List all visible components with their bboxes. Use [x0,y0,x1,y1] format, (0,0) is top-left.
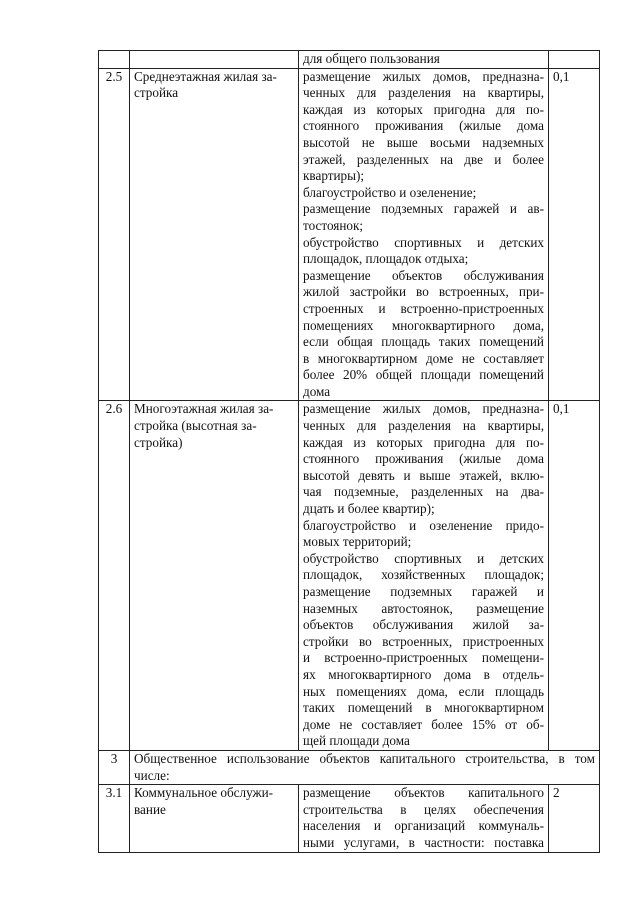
description-line: стройки во встроенных, пристроенных [303,633,544,649]
table-row-continuation [99,51,600,69]
cell-value: 2 [549,785,600,852]
description-line: населения и организаций коммуналь- [303,818,544,834]
cell-name [130,68,299,401]
description-line: стоянного проживания (жилые дома [303,451,544,467]
cell-description [299,785,549,852]
name-line: Среднеэтажная жилая за- [134,68,277,84]
cell-section-title [130,750,600,784]
description-line: щей площади дома [303,733,410,749]
description-line: строительства в целях обеспечения [303,801,544,817]
description-line: более 20% общей площади помещений [303,367,544,383]
section-line: числе: [134,767,170,783]
description-line: в многоквартирном доме не составляет [303,350,544,366]
description-line: наземных автостоянок, размещение [303,600,544,616]
description-line: размещение жилых домов, предназна- [303,68,544,84]
land-use-table [98,50,600,853]
name-line: Многоэтажная жилая за- [134,401,274,417]
description-line: обустройство спортивных и детских [303,550,544,566]
description-line: размещение жилых домов, предназна- [303,401,544,417]
cell-description [299,401,549,750]
description-line: высотой девять и выше этажей, вклю- [303,467,544,483]
description-line: площадок, хозяйственных площадок; [303,567,544,583]
description-line: площадок, площадок отдыха; [303,251,469,267]
cell-value: 0,1 [549,68,600,401]
description-line: помещениях многоквартирного дома, [303,317,544,333]
description-line: доме не составляет более 15% от об- [303,716,544,732]
description-line: ченных для разделения на квартиры, [303,418,544,434]
description-line: высотой не выше восьми надземных [303,134,544,150]
table-row-2-6 [99,401,600,750]
description-line: ях многоквартирного дома в отдель- [303,666,544,682]
description-line: мовых территорий; [303,534,412,550]
name-line: Коммунальное обслужи- [134,785,274,801]
description-line: размещение подземных гаражей и ав- [303,201,544,217]
name-line: вание [134,801,166,817]
cell-description [299,51,549,69]
description-line: стоянного проживания (жилые дома [303,118,544,134]
description-line: чая подземные, разделенных на два- [303,484,544,500]
cell-num [99,51,130,69]
description-line: размещение подземных гаражей и [303,584,544,599]
cell-name [130,51,299,69]
description-line: этажей, разделенных на две и более [303,151,544,167]
description-line: объектов обслуживания жилой за- [303,617,544,633]
description-line: если общая площадь таких помещений [303,334,544,350]
cell-name [130,785,299,852]
description-line: ченных для разделения на квартиры, [303,85,544,101]
name-line: стройка (высотная за- [134,418,257,434]
cell-num: 3.1 [99,785,130,852]
description-line: благоустройство и озеленение придо- [303,517,544,533]
description-line: каждая из которых пригодна для по- [303,101,544,117]
name-line: стройка [134,85,179,101]
description-line: дома [303,383,331,399]
description-line: строенных и встроенно-пристроенных [303,300,544,316]
section-line: Общественное использование объектов капитального строительства, в том [134,750,595,766]
cell-num: 3 [99,750,130,784]
cell-num: 2.6 [99,401,130,750]
description-line: ных помещениях дома, если площадь [303,683,544,699]
description-line: благоустройство и озеленение; [303,184,477,200]
description-line: жилой застройки во встроенных, при- [303,284,544,300]
description-line: для общего пользования [303,51,440,66]
cell-num: 2.5 [99,68,130,401]
description-line: таких помещений в многоквартирном [303,700,544,716]
cell-name [130,401,299,750]
cell-value [549,51,600,69]
description-line: и встроенно-пристроенных помещени- [303,650,544,666]
description-line: размещение объектов капитального [303,785,544,801]
description-line: дцать и более квартир); [303,501,435,517]
description-line: каждая из которых пригодна для по- [303,434,544,450]
cell-value: 0,1 [549,401,600,750]
name-line: стройка) [134,434,183,450]
description-line: тостоянок; [303,217,364,233]
description-line: обустройство спортивных и детских [303,234,544,250]
table-row-2-5 [99,68,600,401]
table-row-3-1 [99,785,600,852]
cell-description [299,68,549,401]
description-line: ными услугами, в частности: поставка [303,834,544,850]
description-line: квартиры); [303,168,365,184]
description-line: размещение объектов обслуживания [303,267,544,283]
table-row-3 [99,750,600,784]
